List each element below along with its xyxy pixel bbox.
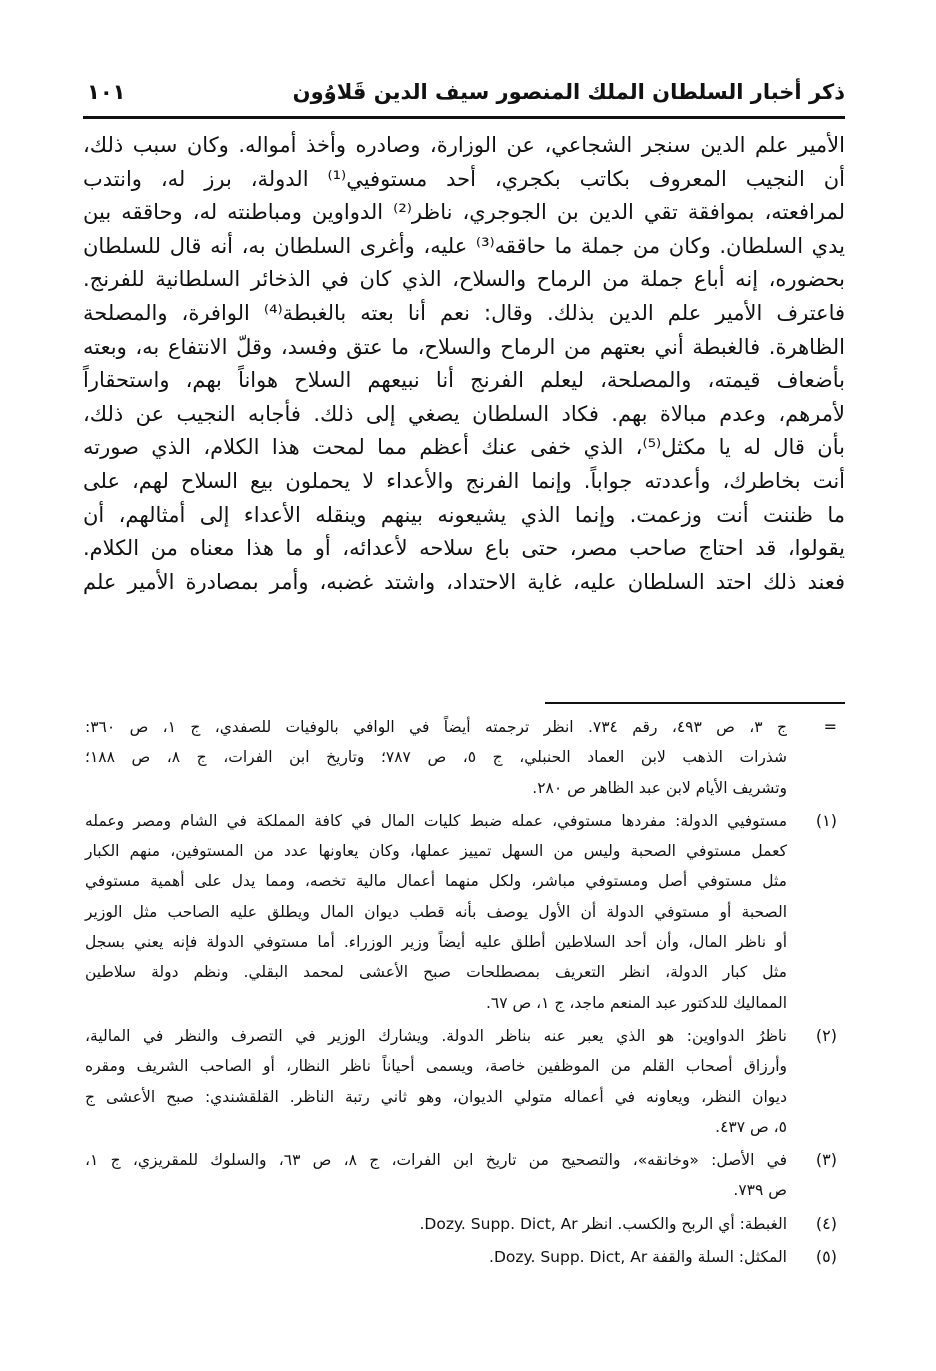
footnote xyxy=(85,1209,845,1239)
text-line: بحضوره، إنه أباع جملة من الرماح والسلاح، الذي كان في الذخائر السلطانية للفرنج. xyxy=(83,267,845,292)
running-title: ذكر أخبار السلطان الملك المنصور سيف الدين قَلاوُون xyxy=(292,80,845,104)
footnote-line: الصحبة أو مستوفي الدولة أن الأول يوصف بأنه قطب ديوان المال ويطلق عليه الصاحب مثل الوزير xyxy=(85,902,787,921)
text-line: فعند ذلك احتد السلطان عليه، غاية الاحتداد، واشتد غضبه، وأمر بمصادرة الأمير علم xyxy=(83,569,845,594)
footnote-marker: = xyxy=(823,717,837,736)
footnote-marker: (٤) xyxy=(815,1213,837,1233)
text-line: يقولوا، قد احتاج صاحب مصر، حتى باع سلاحه لأعدائه، أو ما هذا معناه من الكلام. xyxy=(83,536,845,561)
footnote-marker: (١) xyxy=(815,810,837,830)
footnote xyxy=(85,712,845,803)
text-line: بأن قال له يا مكثل⁽⁵⁾، الذي خفى عنك أعظم مما لمحت هذا الكلام، الذي صورته xyxy=(83,435,845,460)
text-line: الظاهرة. فالغبطة أني بعتهم من الرماح والسلاح، ما عتق وفسد، وقلّ الانتفاع به، وبعته xyxy=(83,334,845,359)
footnote-marker: (٥) xyxy=(815,1247,837,1267)
footnote-line: وتشريف الأيام لابن عبد الظاهر ص ٢٨٠. xyxy=(532,778,787,797)
footnote-line: ص ٧٣٩. xyxy=(733,1181,787,1200)
footnote-line: شذرات الذهب لابن العماد الحنبلي، ج ٥، ص ٧٨٧؛ وتاريخ ابن الفرات، ج ٨، ص ١٨٨؛ xyxy=(85,748,787,767)
text-line: ما ظننت أنت وزعمت. وإنما الذي يشيعونه بينهم وينقله الأعداء إلى أمثالهم، أن xyxy=(83,502,845,527)
footnote-line: ج ٣، ص ٤٩٣، رقم ٧٣٤. انظر ترجمته أيضاً في الوافي بالوفيات للصفدي، ج ١، ص ٣٦٠: xyxy=(85,718,787,736)
footnote-line: المماليك للدكتور عبد المنعم ماجد، ج ١، ص ٦٧. xyxy=(485,993,787,1012)
footnote-line: الغبطة: أي الربح والكسب. انظر Dozy. Supp. Dict, Ar. xyxy=(419,1214,787,1233)
footnote xyxy=(85,806,845,1018)
footnote xyxy=(85,1242,845,1272)
text-line: لمرافعته، بموافقة تقي الدين بن الجوجري، ناظر⁽²⁾ الدواوين ومباطنته له، وحاققه بين xyxy=(83,200,845,225)
text-line: الأمير علم الدين سنجر الشجاعي، عن الوزارة، وصادره وأخذ أمواله. وكان سبب ذلك، xyxy=(83,133,845,157)
page-number: ١٠١ xyxy=(87,80,126,104)
header-rule xyxy=(83,116,845,119)
page-header xyxy=(83,78,845,114)
footnote-marker: (٢) xyxy=(815,1025,837,1045)
footnote-marker: (٣) xyxy=(815,1150,837,1170)
footnote-line: مثل كبار الدولة، انظر التعريف بمصطلحات صبح الأعشى لمحمد البقلي. ونظم دولة سلاطين xyxy=(85,963,787,982)
text-line: يدي السلطان. وكان من جملة ما حاققه⁽³⁾ عليه، وأغرى السلطان به، أنه قال للسلطان xyxy=(83,233,845,258)
footnote-line: ناظرُ الدواوين: هو الذي يعبر عنه بناظر الدولة. ويشارك الوزير في التصرف والنظر في المالية، xyxy=(85,1026,787,1045)
text-line: أنت بخاطرك، وأعددته جواباً. وإنما الفرنج والأعداء لا يحملون بيع السلاح لهم، على xyxy=(83,468,845,493)
footnote xyxy=(85,1145,845,1206)
text-line: فاعترف الأمير علم الدين بذلك. وقال: نعم أنا بعته بالغبطة⁽⁴⁾ الوافرة، والمصلحة xyxy=(83,300,846,325)
footnote-line: كعمل مستوفي الصحبة وليس من السهل تمييز عملها، وكان يعاونها عدد من المستوفين، منهم الكبار xyxy=(85,842,787,861)
footnote-line: المكثل: السلة والقفة Dozy. Supp. Dict, Ar. xyxy=(489,1248,787,1267)
text-line: أن النجيب المعروف بكاتب بكجري، أحد مستوفيي⁽¹⁾ الدولة، برز له، وانتدب xyxy=(83,166,845,191)
footnote-line: مستوفيي الدولة: مفردها مستوفي، عمله ضبط كليات المال في كافة المملكة في الشام ومصر وعمله xyxy=(85,811,787,830)
text-line: لأمرهم، وعدم مبالاة بهم. فكاد السلطان يصغي إلى ذلك. فأجابه النجيب عن ذلك، xyxy=(83,401,845,426)
text-line: بأضعاف قيمته، والمصلحة، ليعلم الفرنج أنا نبيعهم السلاح هواناً بهم، واستحقاراً xyxy=(83,368,845,393)
footnote-line: وأرزاق أصحاب القلم من الموظفين خاصة، ويسمى أحياناً ناظر النظار، أو الصاحب الشريف ومقره xyxy=(85,1057,787,1076)
footnote-line: أو ناظر المال، وأن أحد السلاطين أطلق عليه أيضاً وزير الوزراء. أما مستوفي الدولة فإنه يعني بسجل xyxy=(85,933,787,952)
footnote xyxy=(85,1021,845,1142)
footnote-line: ديوان النظر، ويعاونه في أعماله متولي الديوان، وهو ثاني رتبة الناظر. القلقشندي: صبح الأعشى ج xyxy=(85,1087,787,1106)
footnote-line: في الأصل: «وخانقه»، والتصحيح من تاريخ ابن الفرات، ج ٨، ص ٦٣، والسلوك للمقريزي، ج ١، xyxy=(85,1151,787,1170)
footnotes xyxy=(85,712,845,1275)
main-text xyxy=(83,129,845,599)
footnote-line: ٥، ص ٤٣٧. xyxy=(715,1117,787,1136)
footnote-separator xyxy=(545,702,845,704)
footnote-line: مثل مستوفي أصل ومستوفي مباشر، ولكل منهما أعمال مالية تخصه، ومما يدل على أهمية مستوفي xyxy=(85,872,787,891)
